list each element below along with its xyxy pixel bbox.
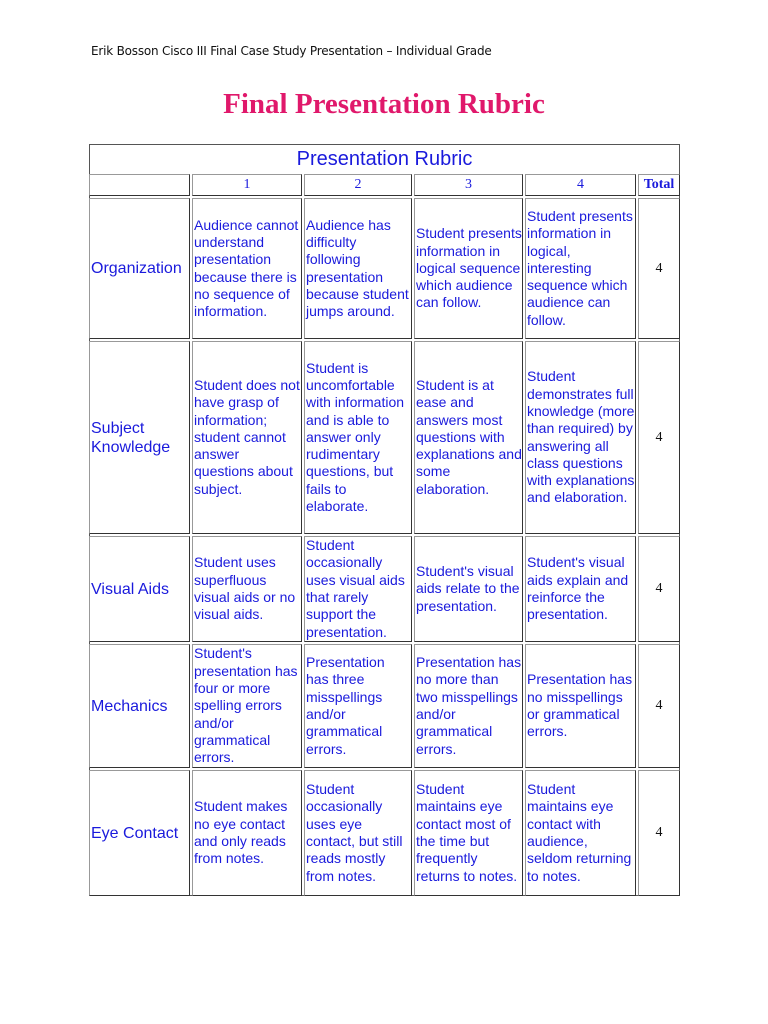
column-header-total: Total [638, 174, 680, 196]
header-empty-cell [89, 174, 190, 196]
rubric-cell: Student is at ease and answers most questions with explanations and some elaboration. [414, 341, 523, 534]
row-label-subject-knowledge: Subject Knowledge [89, 341, 190, 534]
row-label-visual-aids: Visual Aids [89, 536, 190, 642]
total-score: 4 [638, 536, 680, 642]
rubric-cell: Student's visual aids explain and reinforce the presentation. [525, 536, 636, 642]
table-caption: Presentation Rubric [296, 148, 473, 170]
rubric-cell: Student uses superfluous visual aids or no visual aids. [192, 536, 302, 642]
rubric-cell: Student makes no eye contact and only reads from notes. [192, 770, 302, 896]
row-label-organization: Organization [89, 198, 190, 339]
row-label-eye-contact: Eye Contact [89, 770, 190, 896]
page-title: Final Presentation Rubric [223, 88, 545, 120]
rubric-cell: Student maintains eye contact with audience, seldom returning to notes. [525, 770, 636, 896]
rubric-cell: Presentation has no misspellings or grammatical errors. [525, 644, 636, 768]
rubric-cell: Presentation has three misspellings and/or grammatical errors. [304, 644, 412, 768]
column-header-4: 4 [525, 174, 636, 196]
rubric-cell: Audience has difficulty following presentation because student jumps around. [304, 198, 412, 339]
column-header-3: 3 [414, 174, 523, 196]
rubric-cell: Student maintains eye contact most of the time but frequently returns to notes. [414, 770, 523, 896]
row-label-mechanics: Mechanics [89, 644, 190, 768]
rubric-cell: Student does not have grasp of information; student cannot answer questions about subject. [192, 341, 302, 534]
rubric-cell: Student is uncomfortable with information and is able to answer only rudimentary questions, but fails to elaborate. [304, 341, 412, 534]
rubric-cell: Student occasionally uses eye contact, but still reads mostly from notes. [304, 770, 412, 896]
total-score: 4 [638, 198, 680, 339]
rubric-cell: Presentation has no more than two misspellings and/or grammatical errors. [414, 644, 523, 768]
rubric-cell: Student occasionally uses visual aids that rarely support the presentation. [304, 536, 412, 642]
rubric-cell: Student demonstrates full knowledge (more than required) by answering all class questions with explanations and elaboration. [525, 341, 636, 534]
total-score: 4 [638, 644, 680, 768]
column-header-2: 2 [304, 174, 412, 196]
rubric-cell: Student's visual aids relate to the presentation. [414, 536, 523, 642]
rubric-cell: Student presents information in logical, interesting sequence which audience can follow. [525, 198, 636, 339]
rubric-cell: Student's presentation has four or more spelling errors and/or grammatical errors. [192, 644, 302, 768]
total-score: 4 [638, 770, 680, 896]
rubric-cell: Student presents information in logical sequence which audience can follow. [414, 198, 523, 339]
column-header-1: 1 [192, 174, 302, 196]
total-score: 4 [638, 341, 680, 534]
document-header: Erik Bosson Cisco III Final Case Study Presentation – Individual Grade [91, 44, 492, 58]
rubric-cell: Audience cannot understand presentation because there is no sequence of information. [192, 198, 302, 339]
